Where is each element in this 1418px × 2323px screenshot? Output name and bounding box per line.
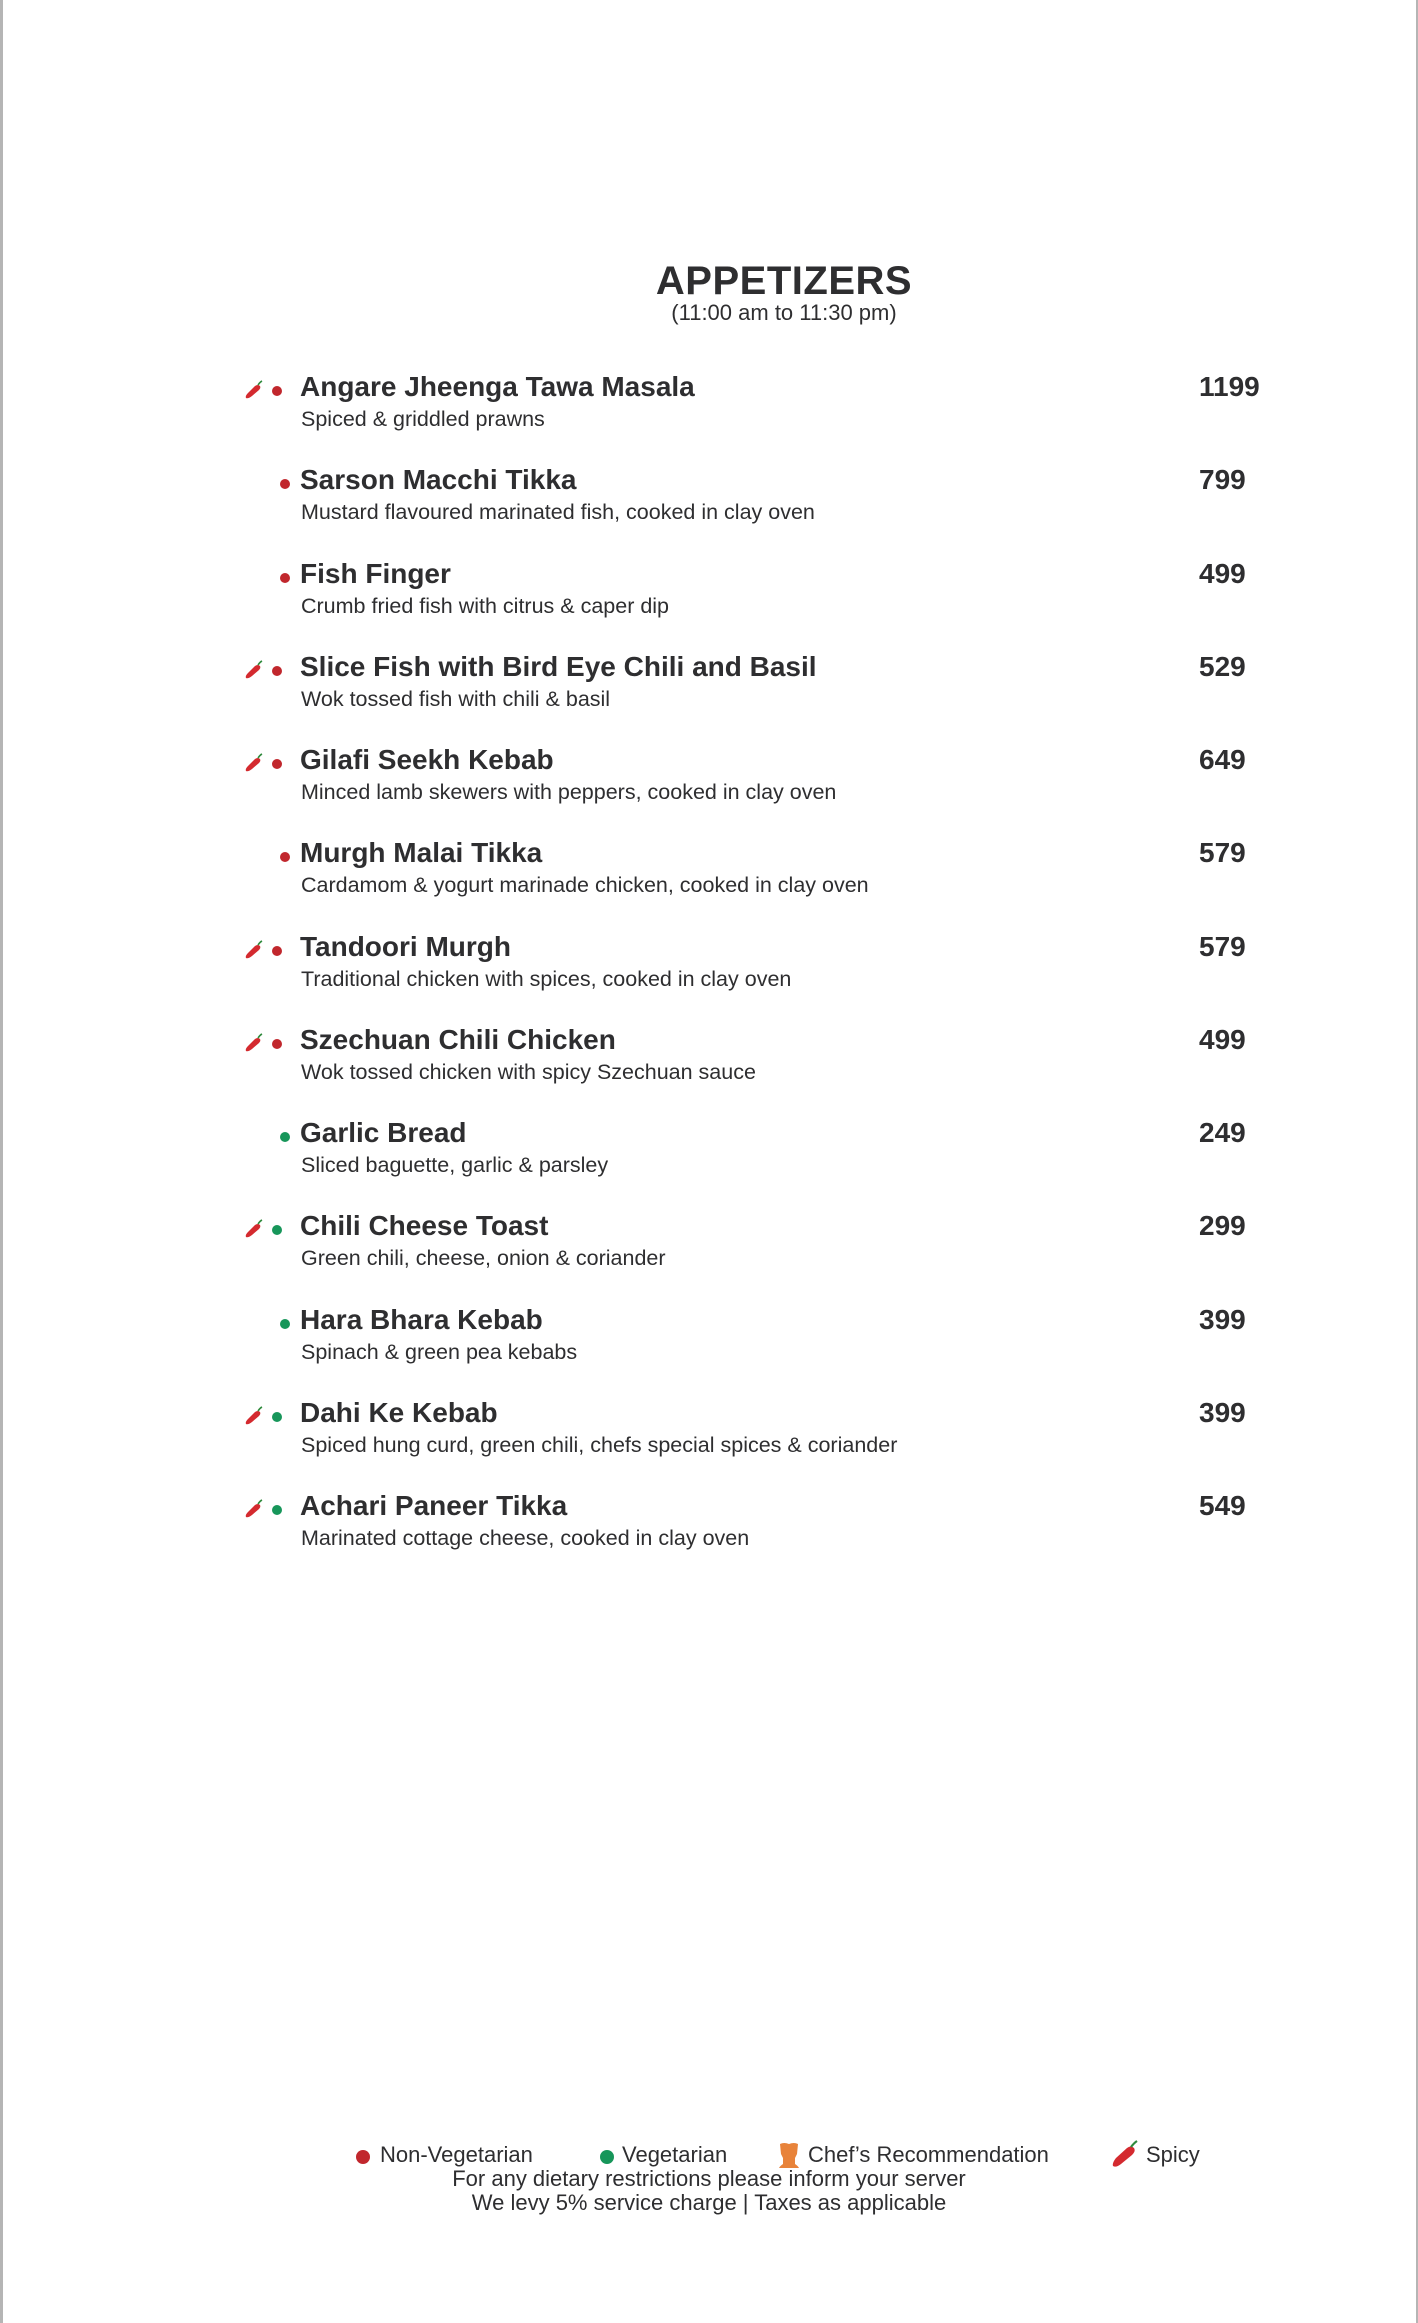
legend-chefs-recommendation-label: Chef’s Recommendation [808,2142,1049,2167]
item-price: 649 [1199,744,1246,775]
vegetarian-dot-icon [600,2150,614,2164]
non-vegetarian-dot-icon [280,852,290,862]
section-hours: (11:00 am to 11:30 pm) [671,300,897,325]
menu-item-3 [0,557,1418,641]
non-vegetarian-dot-icon [356,2150,370,2164]
item-name: Garlic Bread [300,1117,467,1148]
item-name: Murgh Malai Tikka [300,837,543,869]
item-name: Angare Jheenga Tawa Masala [300,371,695,402]
menu-item-13 [0,1490,1418,1573]
non-vegetarian-dot-icon [280,479,290,489]
item-name: Achari Paneer Tikka [300,1490,568,1521]
item-description: Marinated cottage cheese, cooked in clay oven [301,1526,750,1550]
item-price: 299 [1199,1210,1246,1242]
menu-item-1 [0,371,1418,454]
item-price: 579 [1199,930,1246,962]
item-price: 529 [1199,650,1246,682]
item-icons [244,1219,286,1239]
item-description: Wok tossed chicken with spicy Szechuan sauce [301,1059,756,1084]
non-vegetarian-dot-icon [272,386,282,396]
item-description: Minced lamb skewers with peppers, cooked in clay oven [301,780,837,804]
chili-icon [244,380,266,400]
footer-dietary-note: For any dietary restrictions please inform your server [452,2166,966,2191]
item-description: Spinach & green pea kebabs [301,1339,578,1364]
item-price: 799 [1199,464,1246,496]
item-description: Cardamom & yogurt marinade chicken, cooked in clay oven [301,873,869,898]
item-icons [244,1499,286,1519]
item-icons [244,1126,286,1146]
non-vegetarian-dot-icon [272,759,282,769]
vegetarian-dot-icon [272,1505,282,1515]
item-price: 1199 [1199,371,1260,402]
menu-item-5 [0,744,1418,827]
item-description: Spiced & griddled prawns [301,407,545,431]
chili-icon [244,1219,266,1239]
item-icons [244,1406,286,1426]
legend-vegetarian-label: Vegetarian [622,2142,728,2167]
vegetarian-dot-icon [280,1319,290,1329]
menu-item-10 [0,1210,1418,1293]
menu-item-11 [0,1303,1418,1387]
non-vegetarian-dot-icon [272,946,282,956]
chili-icon [244,1499,266,1519]
item-name: Chili Cheese Toast [300,1210,549,1242]
menu-item-4 [0,650,1418,734]
item-name: Slice Fish with Bird Eye Chili and Basil [300,650,817,682]
vegetarian-dot-icon [272,1412,282,1422]
menu-item-9 [0,1117,1418,1200]
item-price: 249 [1199,1117,1246,1148]
item-description: Crumb fried fish with citrus & caper dip [301,593,670,618]
item-icons [244,846,286,866]
menu-item-12 [0,1396,1418,1480]
chili-icon [244,940,266,960]
item-price: 499 [1199,557,1246,589]
item-name: Tandoori Murgh [300,930,511,962]
item-icons [244,473,286,493]
footer-charges-note: We levy 5% service charge | Taxes as applicable [471,2190,947,2215]
item-icons [244,380,286,400]
chili-icon [244,753,266,773]
item-description: Traditional chicken with spices, cooked in clay oven [301,966,792,991]
item-icons [244,753,286,773]
non-vegetarian-dot-icon [280,573,290,583]
item-icons [244,567,286,587]
item-description: Mustard flavoured marinated fish, cooked in clay oven [301,500,815,525]
chili-icon [244,1406,266,1426]
non-vegetarian-dot-icon [272,1039,282,1049]
item-name: Sarson Macchi Tikka [300,464,577,496]
item-icons [244,940,286,960]
item-name: Dahi Ke Kebab [300,1396,498,1428]
item-name: Hara Bhara Kebab [300,1303,543,1335]
item-price: 549 [1199,1490,1246,1521]
item-price: 399 [1199,1303,1246,1335]
section-title: APPETIZERS [655,259,913,303]
vegetarian-dot-icon [272,1225,282,1235]
item-name: Szechuan Chili Chicken [300,1023,616,1055]
chili-icon [244,660,266,680]
item-icons [244,660,286,680]
non-vegetarian-dot-icon [272,666,282,676]
item-price: 399 [1199,1396,1246,1428]
item-description: Sliced baguette, garlic & parsley [301,1153,609,1177]
vegetarian-dot-icon [280,1132,290,1142]
item-name: Fish Finger [300,557,451,589]
menu-item-8 [0,1023,1418,1107]
legend-non-vegetarian-label: Non-Vegetarian [380,2142,533,2167]
legend-spicy-label: Spicy [1146,2142,1200,2167]
menu-item-2 [0,464,1418,547]
item-price: 499 [1199,1023,1246,1055]
chili-icon [1110,2139,1140,2169]
item-description: Wok tossed fish with chili & basil [301,686,611,711]
menu-item-6 [0,837,1418,920]
chili-icon [244,1033,266,1053]
item-icons [244,1033,286,1053]
item-name: Gilafi Seekh Kebab [300,744,554,775]
item-description: Spiced hung curd, green chili, chefs special spices & coriander [301,1432,898,1457]
menu-item-7 [0,930,1418,1014]
legend [0,2141,1418,2169]
item-price: 579 [1199,837,1246,869]
item-icons [244,1313,286,1333]
item-description: Green chili, cheese, onion & coriander [301,1246,666,1271]
